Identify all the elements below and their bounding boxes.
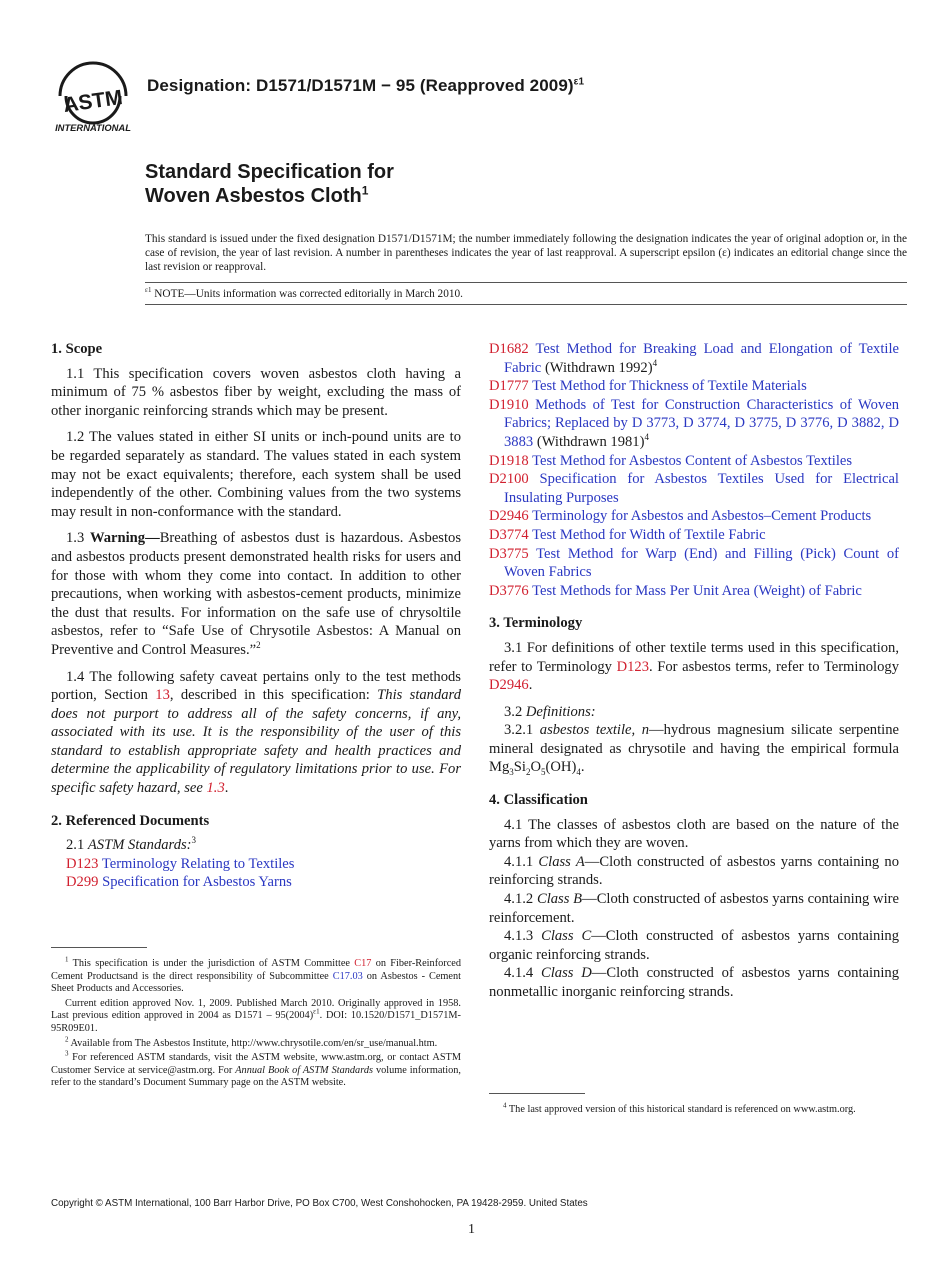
section-classification-heading: 4. Classification: [489, 792, 588, 809]
footnote-rule-left: [51, 947, 147, 948]
scope-1-2: 1.2 The values stated in either SI units or inch-pound units are to be regarded separately as standard. The values stated in each system may not be exact equivalents; therefore, each system shall be used independently of the other. Combining values from the two systems may result in non-conformance with the standard.: [51, 429, 461, 520]
scope-1-4: 1.4 The following safety caveat pertains only to the test methods portion, Section 13, described in this specification: This standard does not purport to address all of the safety concerns, if any, associated with its use. It is the responsibility of the user of this standard to establish appropriate safety and health practices and determine the applicability of regulatory limitations prior to use. For specific safety hazard, see 1.3.: [51, 668, 461, 797]
ref-d3776[interactable]: D3776 Test Methods for Mass Per Unit Area (Weight) of Fabric: [489, 582, 862, 599]
left-column: [51, 340, 461, 892]
subcommittee-c17-03-link[interactable]: C17.03: [332, 970, 363, 982]
terminology-d2946-link[interactable]: D2946: [489, 677, 529, 694]
ref-d1910[interactable]: D1910 Methods of Test for Construction Characteristics of Woven Fabrics; Replaced by D 3773, D 3774, D 3775, D 3776, D 3882, D 3883 (Withdrawn 1981)$^4$: [489, 396, 899, 450]
ref-d1682[interactable]: D1682 Test Method for Breaking Load and Elongation of Textile Fabric (Withdrawn 1992)$^4$: [489, 341, 899, 376]
class-b: 4.1.2 Class B—Cloth constructed of asbestos yarns containing wire reinforcement.: [489, 891, 899, 926]
scope-1-3: 1.3 Warning—Breathing of asbestos dust is hazardous. Asbestos and asbestos products present demonstrated health risks for users and for those with whom they come into contact. In addition to other precautions, when working with asbestos-cement products, minimize the dust that results. For information on the safe use of chrysoltile asbestos, refer to “Safe Use of Chrysotile Asbestos: A Manual on Preventive and Control Measures.”$^2$: [51, 530, 462, 658]
ref-d2100[interactable]: D2100 Specification for Asbestos Textiles Used for Electrical Insulating Purposes: [489, 471, 899, 506]
footnote-1: $^1$ This specification is under the jurisdiction of ASTM Committee C17 on Fiber-Reinforced Cement Productsand is the direct responsibility of Subcommittee C17.03 on Asbestos - Cement Sheet Products and Accessories.: [51, 955, 461, 995]
section-scope-heading: 1. Scope: [51, 341, 103, 357]
class-c: 4.1.3 Class C—Cloth constructed of asbestos yarns containing organic reinforcing strands.: [489, 928, 900, 963]
terminology-3-2-1: 3.2.1 asbestos textile, n—hydrous magnesium silicate serpentine mineral designated as chrysotile and having the empirical formula $Mg_3Si_2O_5(OH)_4$.: [489, 722, 899, 778]
right-reference-list: [489, 340, 899, 600]
issue-statement: This standard is issued under the fixed designation D1571/D1571M; the number immediately following the designation indicates the year of original adoption or, in the case of revision, the year of last revision. A number in parentheses indicates the year of last reapproval. A superscript epsilon (ε) indicates an editorial change since the last revision or reapproval.: [145, 233, 907, 274]
footnotes-right: [489, 1101, 899, 1119]
class-a: 4.1.1 Class A—Cloth constructed of asbestos yarns containing no reinforcing strands.: [489, 853, 900, 889]
designation: Designation: D1571/D1571M − 95 (Reapproved 2009)$^{\varepsilon 1}$: [147, 76, 585, 95]
header-rule-bottom: [145, 304, 907, 305]
editorial-note: $^{\varepsilon 1}$ NOTE—Units information was corrected editorially in March 2010.: [145, 286, 463, 300]
astm-standards-intro: 2.1 ASTM Standards:$^3$: [66, 835, 197, 854]
classification-4-1: 4.1 The classes of asbestos cloth are based on the nature of the yarns from which they are woven.: [489, 816, 899, 852]
section-referenced-heading: 2. Referenced Documents: [51, 812, 210, 829]
section-terminology-heading: 3. Terminology: [489, 615, 583, 632]
footnote-4: $^4$ The last approved version of this historical standard is referenced on www.astm.org.: [503, 1101, 856, 1115]
scope-1-1: 1.1 This specification covers woven asbestos cloth having a minimum of 75 % asbestos fiber by weight, excluding the mass of other inorganic reinforcing strands which may be present.: [51, 365, 461, 419]
page-title: [145, 160, 394, 208]
terminology-3-2: 3.2 Definitions:: [504, 703, 596, 720]
footnote-1-edition: Current edition approved Nov. 1, 2009. Published March 2010. Originally approved in 1958. Last previous edition approved in 2004 as $D1571 - 95(2004)^{\varepsilon 1}$. DOI: 10.1520/D1571_D1571M-95R09E01.: [51, 997, 461, 1034]
title-line-2: Woven Asbestos Cloth$^1$: [145, 183, 369, 207]
ref-d3775[interactable]: D3775 Test Method for Warp (End) and Filling (Pick) Count of Woven Fabrics: [489, 545, 899, 581]
ref-d2946[interactable]: D2946 Terminology for Asbestos and Asbestos–Cement Products: [489, 508, 872, 525]
class-d: 4.1.4 Class D—Cloth constructed of asbestos yarns containing nonmetallic inorganic reinforcing strands.: [489, 965, 899, 1000]
footnote-rule-right: [489, 1093, 585, 1094]
right-column: [489, 340, 899, 1002]
ref-d3774[interactable]: D3774 Test Method for Width of Textile Fabric: [489, 526, 766, 543]
section-13-link[interactable]: 13: [155, 687, 170, 704]
copyright-notice: Copyright © ASTM International, 100 Barr Harbor Drive, PO Box C700, West Conshohocken, PA 19428-2959. United States: [51, 1198, 588, 1209]
ref-d299[interactable]: D299 Specification for Asbestos Yarns: [66, 874, 292, 891]
footnotes-left: [51, 955, 461, 1092]
logo-text-bottom: INTERNATIONAL: [55, 122, 131, 133]
terminology-d123-link[interactable]: D123: [616, 658, 650, 675]
footnote-2: $^2$ Available from The Asbestos Institute, http://www.chrysotile.com/en/sr_use/manual.htm.: [65, 1035, 438, 1049]
designation-epsilon: ε1: [573, 76, 585, 88]
title-line-1: Standard Specification for: [145, 161, 394, 183]
header-rule-top: [145, 282, 907, 283]
logo-text-top: ASTM: [61, 85, 124, 118]
footnote-3: $^3$ For referenced ASTM standards, visit the ASTM website, www.astm.org, or contact ASTM Customer Service at service@astm.org. For Annual Book of ASTM Standards volume information, refer to the standard’s Document Summary page on the ASTM website.: [51, 1049, 461, 1089]
committee-c17-link[interactable]: C17: [354, 958, 372, 969]
ref-d123[interactable]: D123 Terminology Relating to Textiles: [66, 855, 295, 872]
ref-d1777[interactable]: D1777 Test Method for Thickness of Textile Materials: [489, 378, 807, 395]
section-1-3-link[interactable]: 1.3: [206, 780, 225, 797]
astm-logo: [52, 56, 134, 136]
page-number: 1: [468, 1222, 475, 1237]
ref-d1918[interactable]: D1918 Test Method for Asbestos Content of Asbestos Textiles: [489, 452, 853, 469]
terminology-3-1: 3.1 For definitions of other textile terms used in this specification, refer to Terminology D123. For asbestos terms, refer to Terminology D2946.: [489, 639, 899, 694]
